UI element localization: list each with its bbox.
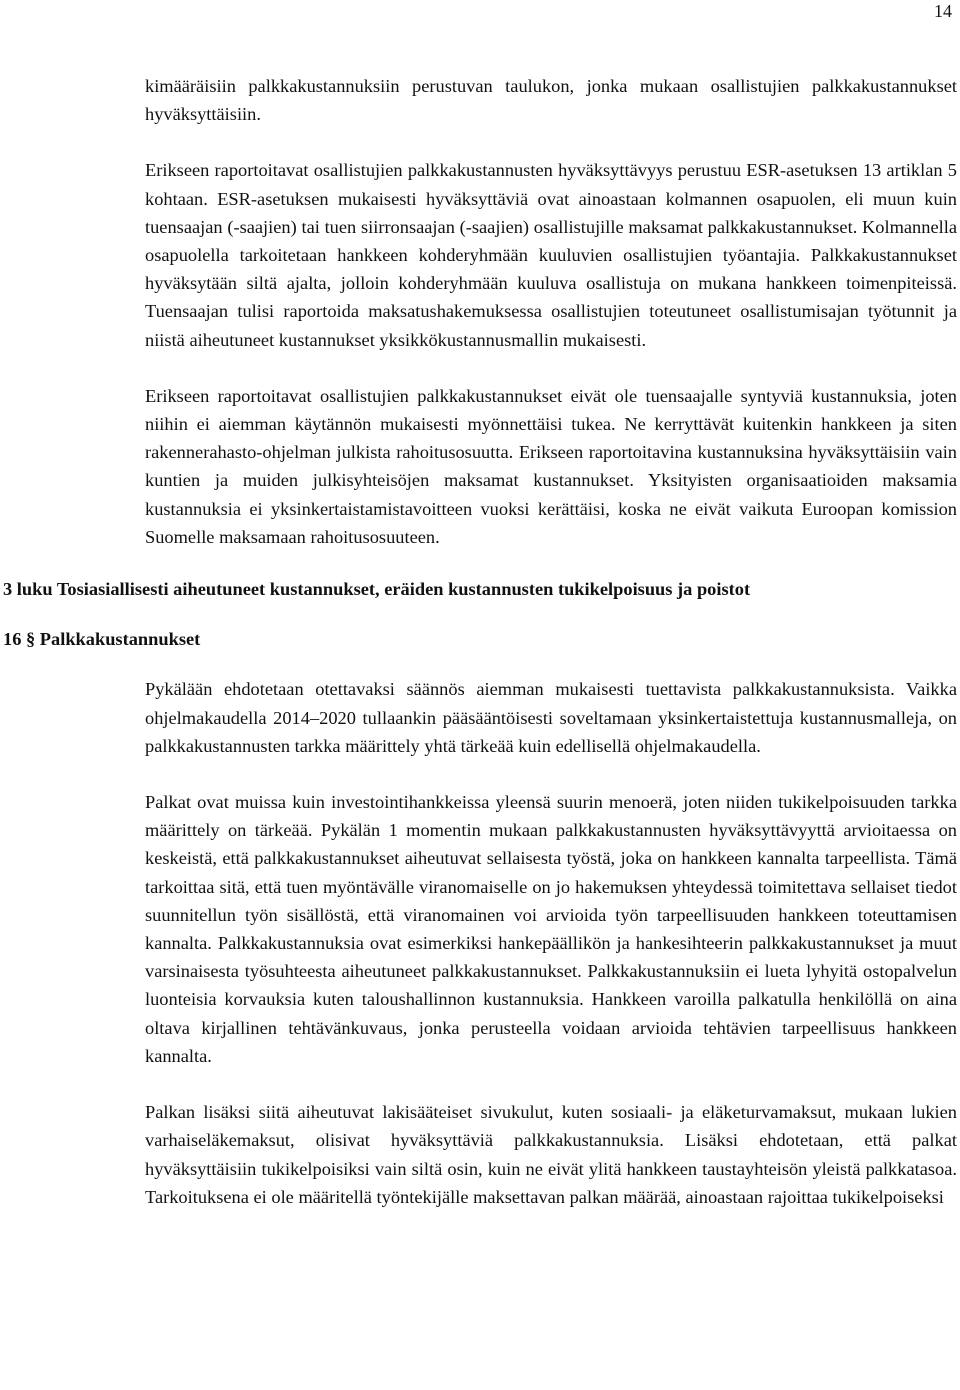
page-number: 14: [934, 1, 952, 21]
body-paragraph: Erikseen raportoitavat osallistujien palkkakustannusten hyväksyttävyys perustuu ESR-asetuksen 13 artiklan 5 kohtaan. ESR-asetuksen mukaisesti hyväksyttäviä ovat ainoastaan kolmannen osapuolen, eli muun kuin tuensaajan (-saajien) tai tuen siirronsaajan (-saajien) osallistujille maksamat palkkakustannukset. Kolmannella osapuolella tarkoitetaan hankkeen kohderyhmään kuuluvien osallistujien työantajia. Palkkakustannukset hyväksytään siltä ajalta, jolloin kohderyhmään kuuluva osallistuja on mukana hankkeen toimenpiteissä. Tuensaajan tulisi raportoida maksatushakemuksessa osallistujien toteutuneet osallistumisajan työtunnit ja niistä aiheutuneet kustannukset yksikkökustannusmallin mukaisesti.: [145, 160, 957, 350]
body-paragraph: kimääräisiin palkkakustannuksiin perustuvan taulukon, jonka mukaan osallistujien palkkakustannukset hyväksyttäisiin.: [145, 76, 957, 125]
body-paragraph: Pykälään ehdotetaan otettavaksi säännös aiemman mukaisesti tuettavista palkkakustannuksista. Vaikka ohjelmakaudella 2014–2020 tullaankin pääsääntöisesti soveltamaan yksinkertaistettuja kustannusmalleja, on palkkakustannusten tarkka määrittely yhtä tärkeää kuin edellisellä ohjelmakaudella.: [145, 679, 957, 756]
chapter-heading: 3 luku Tosiasiallisesti aiheutuneet kustannukset, eräiden kustannusten tukikelpoisuus ja poistot: [3, 579, 751, 600]
document-body: [0, 72, 960, 1211]
body-paragraph: Erikseen raportoitavat osallistujien palkkakustannukset eivät ole tuensaajalle syntyviä kustannuksia, joten niihin ei aiemman käytännön mukaisesti myönnettäisi tukea. Ne kerryttävät kuitenkin hankkeen ja siten rakennerahasto-ohjelman julkista rahoitusosuutta. Erikseen raportoitavina kustannuksina hyväksyttäisiin vain kuntien ja muiden julkisyhteisöjen maksamat kustannukset. Yksityisten organisaatioiden maksamia kustannuksia ei yksinkertaistamistavoitteen vuoksi kerättäisi, koska ne eivät vaikuta Euroopan komission Suomelle maksamaan rahoitusosuuteen.: [145, 385, 957, 547]
body-paragraph: Palkat ovat muissa kuin investointihankkeissa yleensä suurin menoerä, joten niiden tukikelpoisuuden tarkka määrittely on tärkeää. Pykälän 1 momentin mukaan palkkakustannusten hyväksyttävyyttä arvioitaessa on keskeistä, että palkkakustannukset aiheutuvat sellaisesta työstä, joka on hankkeen kannalta tarpeellista. Tämä tarkoittaa sitä, että tuen myöntävälle viranomaiselle on jo hakemuksen yhteydessä toimitettava sellaiset tiedot suunnitellun työn sisällöstä, että viranomainen voi arvioida työn tarpeellisuuden hankkeen toteuttamisen kannalta. Palkkakustannuksia ovat esimerkiksi hankepäällikön ja hankesihteerin palkkakustannukset ja muut varsinaisesta työsuhteesta aiheutuneet palkkakustannukset. Palkkakustannuksiin ei lueta lyhyitä ostopalvelun luonteisia korvauksia kuten taloushallinnon kustannuksia. Hankkeen varoilla palkatulla henkilöllä on aina oltava kirjallinen tehtävänkuvaus, jonka perusteella voidaan arvioida tehtävien tarpeellisuus hankkeen kannalta.: [145, 792, 957, 1066]
body-paragraph: Palkan lisäksi siitä aiheutuvat lakisääteiset sivukulut, kuten sosiaali- ja eläketurvamaksut, mukaan lukien varhaiseläkemaksut, olisivat hyväksyttäviä palkkakustannuksia. Lisäksi ehdotetaan, että palkat hyväksyttäisiin tukikelpoisiksi vain siltä osin, kuin ne eivät ylitä hankkeen taustayhteisön yleistä palkkatasoa. Tarkoituksena ei ole määritellä työntekijälle maksettavan palkan määrää, ainoastaan rajoittaa tukikelpoiseksi: [145, 1102, 957, 1207]
section-heading: 16 § Palkkakustannukset: [3, 629, 201, 650]
